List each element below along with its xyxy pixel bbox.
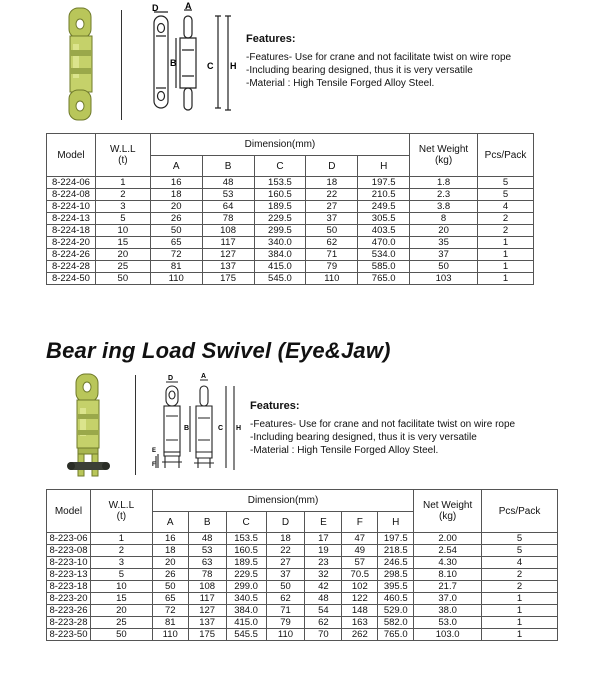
col-header-dim-f: F: [342, 512, 378, 533]
table-cell: 585.0: [358, 261, 410, 273]
table-cell: 25: [95, 261, 150, 273]
table-cell: 8-224-26: [47, 249, 96, 261]
table-cell: 160.5: [226, 545, 266, 557]
features-title: Features:: [246, 33, 296, 45]
label-c: C: [218, 425, 224, 432]
divider-line: [135, 375, 136, 475]
label-d: D: [152, 3, 159, 13]
table-row: [47, 617, 558, 629]
table-cell: 78: [188, 569, 226, 581]
col-header-model: Model: [47, 134, 96, 177]
table-cell: 117: [188, 593, 226, 605]
table-cell: 5: [482, 545, 558, 557]
table-cell: 5: [478, 177, 534, 189]
table-cell: 765.0: [378, 629, 414, 641]
table-cell: 48: [188, 533, 226, 545]
table-cell: 37.0: [414, 593, 482, 605]
table-cell: 81: [150, 261, 202, 273]
table-cell: 384.0: [254, 249, 306, 261]
table-row: [47, 177, 534, 189]
table-cell: 16: [150, 177, 202, 189]
product-photo-eye-jaw: [66, 372, 112, 482]
table-cell: 8-223-20: [47, 593, 91, 605]
table-cell: 415.0: [226, 617, 266, 629]
table-cell: 160.5: [254, 189, 306, 201]
col-header-pcs-pack: Pcs/Pack: [482, 490, 558, 533]
feature-line: -Including bearing designed, thus it is very versatile: [250, 432, 477, 443]
table-cell: 8: [410, 213, 478, 225]
table-cell: 415.0: [254, 261, 306, 273]
col-header-dim-d: D: [266, 512, 305, 533]
table-cell: 26: [150, 213, 202, 225]
table-cell: 5: [95, 213, 150, 225]
table-cell: 17: [305, 533, 342, 545]
table-cell: 72: [152, 605, 188, 617]
table-cell: 148: [342, 605, 378, 617]
table-cell: 534.0: [358, 249, 410, 261]
col-header-dim-h: H: [358, 156, 410, 177]
table-cell: 102: [342, 581, 378, 593]
table-cell: 8-223-18: [47, 581, 91, 593]
table-cell: 50: [410, 261, 478, 273]
col-header-dim-d: D: [306, 156, 358, 177]
table-cell: 81: [152, 617, 188, 629]
table-cell: 38.0: [414, 605, 482, 617]
table-cell: 5: [90, 569, 152, 581]
label-d: D: [168, 375, 174, 382]
table-cell: 50: [266, 581, 305, 593]
table-cell: 53: [188, 545, 226, 557]
label-b: B: [170, 58, 177, 68]
table-cell: 1: [482, 629, 558, 641]
table-cell: 163: [342, 617, 378, 629]
table-cell: 108: [188, 581, 226, 593]
table-cell: 37: [266, 569, 305, 581]
table-cell: 16: [152, 533, 188, 545]
table-cell: 79: [266, 617, 305, 629]
table-cell: 49: [342, 545, 378, 557]
table-cell: 395.5: [378, 581, 414, 593]
col-header-dim-b: B: [188, 512, 226, 533]
table-row: [47, 629, 558, 641]
table-cell: 48: [305, 593, 342, 605]
col-header-model: Model: [47, 490, 91, 533]
label-a: A: [185, 2, 192, 11]
table-cell: 110: [266, 629, 305, 641]
table-cell: 189.5: [226, 557, 266, 569]
table-cell: 5: [478, 189, 534, 201]
table-row: [47, 533, 558, 545]
col-header-net-weight: Net Weight (kg): [410, 134, 478, 177]
table-cell: 22: [266, 545, 305, 557]
table-cell: 8-224-50: [47, 273, 96, 285]
table-cell: 1: [478, 273, 534, 285]
table-cell: 4: [478, 201, 534, 213]
table-cell: 53: [202, 189, 254, 201]
table-cell: 127: [202, 249, 254, 261]
table-cell: 765.0: [358, 273, 410, 285]
table-cell: 340.0: [254, 237, 306, 249]
table-cell: 299.5: [254, 225, 306, 237]
label-b: B: [184, 425, 190, 432]
label-a: A: [201, 373, 207, 380]
table-row: [47, 605, 558, 617]
table-cell: 1: [478, 261, 534, 273]
table-cell: 37: [306, 213, 358, 225]
col-header-dim-b: B: [202, 156, 254, 177]
table-cell: 20: [410, 225, 478, 237]
table-cell: 8-224-08: [47, 189, 96, 201]
table-cell: 153.5: [254, 177, 306, 189]
table-cell: 1: [482, 593, 558, 605]
table-cell: 20: [90, 605, 152, 617]
table-cell: 18: [266, 533, 305, 545]
table-cell: 299.0: [226, 581, 266, 593]
table-cell: 62: [305, 617, 342, 629]
table-row: [47, 189, 534, 201]
table-cell: 72: [150, 249, 202, 261]
col-header-dim-a: A: [152, 512, 188, 533]
table-cell: 3: [90, 557, 152, 569]
table-cell: 18: [306, 177, 358, 189]
table-cell: 48: [202, 177, 254, 189]
table-cell: 110: [152, 629, 188, 641]
table-cell: 70: [305, 629, 342, 641]
divider-line: [121, 10, 122, 120]
table-row: [47, 557, 558, 569]
feature-line: -Features- Use for crane and not facilitate twist on wire rope: [246, 52, 512, 63]
table-cell: 2.00: [414, 533, 482, 545]
features-title: Features:: [250, 400, 300, 412]
table-cell: 2: [478, 225, 534, 237]
table-cell: 137: [188, 617, 226, 629]
table-cell: 64: [202, 201, 254, 213]
table-cell: 8-223-10: [47, 557, 91, 569]
table-cell: 1.8: [410, 177, 478, 189]
table-cell: 340.5: [226, 593, 266, 605]
table-cell: 8-224-06: [47, 177, 96, 189]
table-row: [47, 273, 534, 285]
table-row: [47, 249, 534, 261]
table-cell: 65: [152, 593, 188, 605]
table-cell: 10: [90, 581, 152, 593]
table-cell: 57: [342, 557, 378, 569]
col-header-dim-h: H: [378, 512, 414, 533]
col-header-dim-c: C: [226, 512, 266, 533]
table-cell: 529.0: [378, 605, 414, 617]
table-row: [47, 201, 534, 213]
dimension-drawing-eye-jaw: [152, 372, 244, 482]
table-cell: 22: [306, 189, 358, 201]
table-cell: 137: [202, 261, 254, 273]
table-cell: 2.54: [414, 545, 482, 557]
table-cell: 2: [90, 545, 152, 557]
table-cell: 37: [410, 249, 478, 261]
table-cell: 2.3: [410, 189, 478, 201]
table-cell: 2: [482, 581, 558, 593]
table-cell: 20: [95, 249, 150, 261]
table-cell: 103.0: [414, 629, 482, 641]
table-cell: 8-224-13: [47, 213, 96, 225]
table-cell: 78: [202, 213, 254, 225]
col-header-dimension: Dimension(mm): [150, 134, 409, 156]
table-cell: 62: [266, 593, 305, 605]
table-row: [47, 261, 534, 273]
feature-line: -Material : High Tensile Forged Alloy Steel.: [250, 445, 439, 456]
table-cell: 298.5: [378, 569, 414, 581]
table-cell: 5: [482, 533, 558, 545]
table-cell: 189.5: [254, 201, 306, 213]
table-cell: 1: [482, 617, 558, 629]
table-cell: 50: [95, 273, 150, 285]
table-cell: 50: [150, 225, 202, 237]
label-e: E: [152, 448, 157, 454]
table-cell: 27: [266, 557, 305, 569]
table-cell: 384.0: [226, 605, 266, 617]
table-cell: 4: [482, 557, 558, 569]
table-row: [47, 225, 534, 237]
table-cell: 65: [150, 237, 202, 249]
label-h: H: [236, 425, 242, 432]
table-cell: 18: [150, 189, 202, 201]
table-cell: 8-223-08: [47, 545, 91, 557]
table-cell: 470.0: [358, 237, 410, 249]
table-cell: 2: [478, 213, 534, 225]
table-cell: 460.5: [378, 593, 414, 605]
col-header-net-weight: Net Weight (kg): [414, 490, 482, 533]
table-cell: 53.0: [414, 617, 482, 629]
table-cell: 8-223-13: [47, 569, 91, 581]
product-photo-eye-eye: [64, 6, 104, 124]
table-cell: 1: [95, 177, 150, 189]
table-row: [47, 237, 534, 249]
table-cell: 8-223-06: [47, 533, 91, 545]
table-cell: 3.8: [410, 201, 478, 213]
table-cell: 20: [150, 201, 202, 213]
feature-line: -Including bearing designed, thus it is very versatile: [246, 65, 473, 76]
table-cell: 10: [95, 225, 150, 237]
dimension-drawing-eye-eye: [140, 2, 240, 120]
table-cell: 63: [188, 557, 226, 569]
col-header-wll: W.L.L (t): [90, 490, 152, 533]
table-cell: 108: [202, 225, 254, 237]
table-cell: 42: [305, 581, 342, 593]
spec-table-eye-eye: [46, 133, 534, 285]
table-row: [47, 569, 558, 581]
table-cell: 8-223-26: [47, 605, 91, 617]
table-cell: 175: [202, 273, 254, 285]
table-cell: 2: [482, 569, 558, 581]
table-cell: 50: [90, 629, 152, 641]
table-cell: 27: [306, 201, 358, 213]
table-cell: 175: [188, 629, 226, 641]
spec-table-eye-jaw: [46, 489, 558, 641]
label-f: F: [152, 462, 156, 468]
table-row: [47, 213, 534, 225]
table-cell: 127: [188, 605, 226, 617]
table-cell: 197.5: [358, 177, 410, 189]
label-h: H: [230, 61, 237, 71]
table-cell: 50: [306, 225, 358, 237]
table-cell: 54: [305, 605, 342, 617]
table-cell: 21.7: [414, 581, 482, 593]
table-cell: 249.5: [358, 201, 410, 213]
table-cell: 8-223-50: [47, 629, 91, 641]
feature-line: -Features- Use for crane and not facilitate twist on wire rope: [250, 419, 516, 430]
table-cell: 23: [305, 557, 342, 569]
table-cell: 110: [150, 273, 202, 285]
table-cell: 2: [95, 189, 150, 201]
table-cell: 197.5: [378, 533, 414, 545]
table-cell: 71: [306, 249, 358, 261]
table-cell: 218.5: [378, 545, 414, 557]
table-cell: 1: [90, 533, 152, 545]
table-cell: 19: [305, 545, 342, 557]
table-cell: 545.5: [226, 629, 266, 641]
table-row: [47, 545, 558, 557]
table-cell: 8.10: [414, 569, 482, 581]
table-cell: 246.5: [378, 557, 414, 569]
table-cell: 15: [90, 593, 152, 605]
table-cell: 110: [306, 273, 358, 285]
col-header-wll: W.L.L (t): [95, 134, 150, 177]
table-cell: 8-223-28: [47, 617, 91, 629]
table-cell: 1: [478, 237, 534, 249]
table-cell: 262: [342, 629, 378, 641]
table-cell: 403.5: [358, 225, 410, 237]
col-header-dim-a: A: [150, 156, 202, 177]
label-c: C: [207, 61, 214, 71]
col-header-dim-e: E: [305, 512, 342, 533]
table-cell: 103: [410, 273, 478, 285]
table-cell: 545.0: [254, 273, 306, 285]
section-title: Bear ing Load Swivel (Eye&Jaw): [46, 338, 391, 363]
table-cell: 8-224-18: [47, 225, 96, 237]
features-block: [250, 400, 515, 457]
table-cell: 210.5: [358, 189, 410, 201]
table-cell: 15: [95, 237, 150, 249]
table-cell: 1: [478, 249, 534, 261]
table-cell: 18: [152, 545, 188, 557]
col-header-dimension: Dimension(mm): [152, 490, 413, 512]
table-cell: 25: [90, 617, 152, 629]
table-cell: 8-224-20: [47, 237, 96, 249]
table-cell: 26: [152, 569, 188, 581]
table-cell: 71: [266, 605, 305, 617]
table-cell: 47: [342, 533, 378, 545]
table-cell: 229.5: [226, 569, 266, 581]
table-cell: 122: [342, 593, 378, 605]
table-cell: 1: [482, 605, 558, 617]
table-cell: 117: [202, 237, 254, 249]
table-cell: 70.5: [342, 569, 378, 581]
table-cell: 20: [152, 557, 188, 569]
col-header-dim-c: C: [254, 156, 306, 177]
table-cell: 229.5: [254, 213, 306, 225]
table-cell: 35: [410, 237, 478, 249]
table-cell: 79: [306, 261, 358, 273]
col-header-pcs-pack: Pcs/Pack: [478, 134, 534, 177]
table-cell: 50: [152, 581, 188, 593]
table-row: [47, 581, 558, 593]
table-cell: 32: [305, 569, 342, 581]
table-cell: 8-224-10: [47, 201, 96, 213]
table-cell: 3: [95, 201, 150, 213]
feature-line: -Material : High Tensile Forged Alloy Steel.: [246, 78, 435, 89]
table-cell: 8-224-28: [47, 261, 96, 273]
table-cell: 305.5: [358, 213, 410, 225]
table-cell: 582.0: [378, 617, 414, 629]
features-block: [246, 33, 511, 90]
table-cell: 62: [306, 237, 358, 249]
table-cell: 153.5: [226, 533, 266, 545]
table-row: [47, 593, 558, 605]
table-cell: 4.30: [414, 557, 482, 569]
